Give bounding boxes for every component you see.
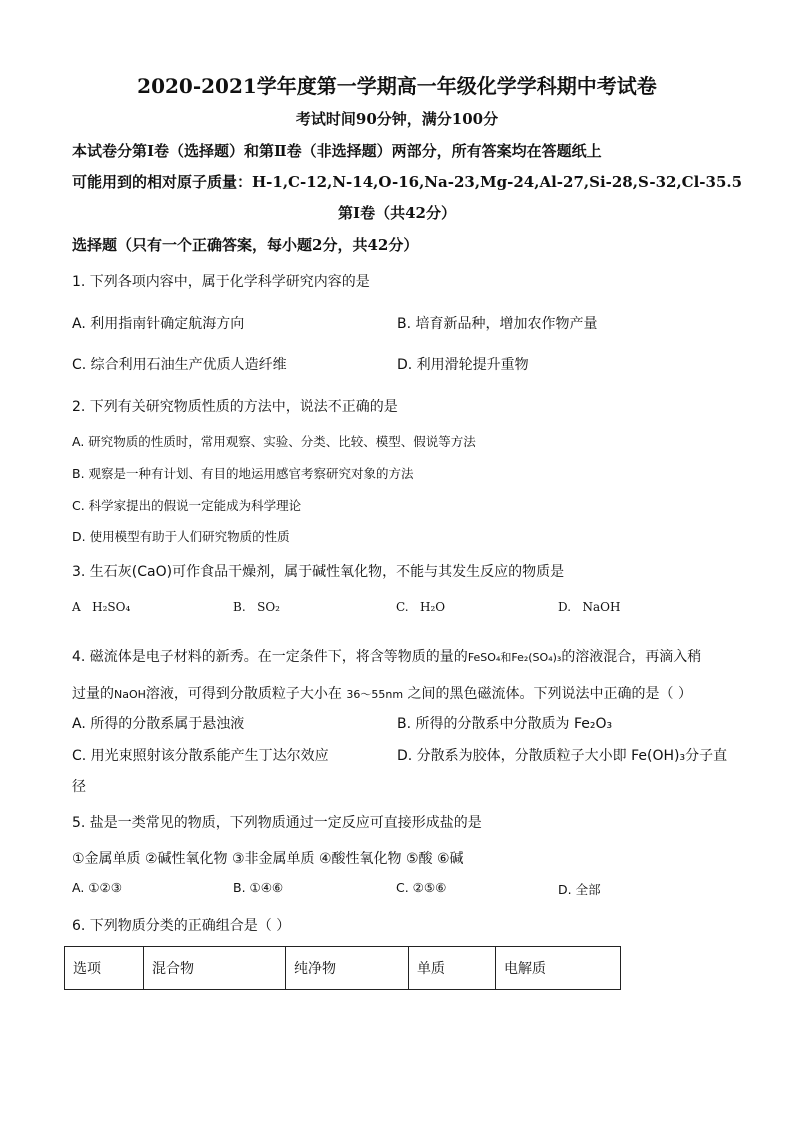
q3-option-b [233,600,280,614]
q4-stem-2a: 过量的 [72,686,114,702]
q3-option-d [558,600,620,614]
q3-option-b-text: SO₂ [257,600,280,614]
exam-time: 考试时间90分钟，满分100分 [295,110,499,128]
q4-stem-formula: FeSO₄和Fe₂(SO₄)₃ [467,651,562,664]
q3-option-a [72,600,130,614]
q4-option-b: B. 所得的分散系中分散质为 Fe₂O₃ [397,716,613,732]
q4-stem-2c: 溶液，可得到分散质粒子大小在 [145,686,342,702]
instruction-line-1: 本试卷分第Ⅰ卷（选择题）和第Ⅱ卷（非选择题）两部分，所有答案均在答题纸上 [72,142,602,160]
q1-option-b: B. 培育新品种，增加农作物产量 [397,316,598,332]
q3-stem: 3. 生石灰(CaO)可作食品干燥剂，属于碱性氧化物，不能与其发生反应的物质是 [72,564,565,580]
table-header-cell: 电解质 [496,947,621,990]
q2-option-d: D. 使用模型有助于人们研究物质的性质 [72,529,290,544]
part1-title: 第Ⅰ卷（共42分） [338,204,456,222]
q4-stem-1a: 4. 磁流体是电子材料的新秀。在一定条件下，将含等物质的量的 [72,649,468,665]
q3-option-b-label: B. [233,600,246,614]
q4-option-c: C. 用光束照射该分散系能产生丁达尔效应 [72,748,329,764]
q4-stem-1c: 的溶液混合，再滴入稍 [561,649,702,665]
q3-option-d-label: D. [558,600,572,614]
instruction-line-2: 可能用到的相对原子质量：H-1,C-12,N-14,O-16,Na-23,Mg-24,Al-27,Si-28,S-32,Cl-35.5 [72,173,743,191]
q3-option-a-label: A [72,600,81,614]
q2-option-b: B. 观察是一种有计划、有目的地运用感官考察研究对象的方法 [72,466,414,481]
q2-option-a: A. 研究物质的性质时，常用观察、实验、分类、比较、模型、假说等方法 [72,434,476,449]
q1-option-a: A. 利用指南针确定航海方向 [72,316,245,332]
q4-stem-size: 36～55nm [346,688,404,701]
q3-option-c-text: H₂O [420,600,446,614]
q3-option-a-text: H₂SO₄ [92,600,131,614]
q4-stem-2e: 之间的黑色磁流体。下列说法中正确的是（ ） [407,686,692,702]
q4-stem-line-1 [72,646,701,666]
q4-stem-line-2 [72,683,692,703]
q5-option-d: D. 全部 [558,882,601,897]
q5-option-b: B. ①④⑥ [233,880,284,895]
table-header-cell: 选项 [65,947,144,990]
q4-option-d: D. 分散系为胶体，分散质粒子大小即 Fe(OH)₃分子直 [397,748,728,764]
q5-option-a: A. ①②③ [72,880,122,895]
q1-stem: 1. 下列各项内容中，属于化学科学研究内容的是 [72,274,370,290]
section-heading: 选择题（只有一个正确答案，每小题2分，共42分） [72,236,419,254]
q1-option-c: C. 综合利用石油生产优质人造纤维 [72,357,287,373]
classification-table [64,946,621,990]
table-header-cell: 混合物 [144,947,286,990]
q4-stem-naoh: NaOH [114,688,146,701]
q2-stem: 2. 下列有关研究物质性质的方法中，说法不正确的是 [72,399,398,415]
q5-option-c: C. ②⑤⑥ [396,880,447,895]
table-header-cell: 单质 [409,947,496,990]
q5-stem: 5. 盐是一类常见的物质，下列物质通过一定反应可直接形成盐的是 [72,815,482,831]
table-header-cell: 纯净物 [286,947,409,990]
table-header-row [65,947,621,990]
q1-option-d: D. 利用滑轮提升重物 [397,357,529,373]
q6-stem: 6. 下列物质分类的正确组合是（ ） [72,918,291,934]
q3-option-d-text: NaOH [582,600,621,614]
q5-items: ①金属单质 ②碱性氧化物 ③非金属单质 ④酸性氧化物 ⑤酸 ⑥碱 [72,851,464,867]
q3-option-c [396,600,445,614]
q2-option-c: C. 科学家提出的假说一定能成为科学理论 [72,498,302,513]
q4-option-d-continued: 径 [72,779,86,795]
exam-title: 2020-2021学年度第一学期高一年级化学学科期中考试卷 [137,74,657,98]
q4-option-a: A. 所得的分散系属于悬浊液 [72,716,245,732]
q3-option-c-label: C. [396,600,409,614]
